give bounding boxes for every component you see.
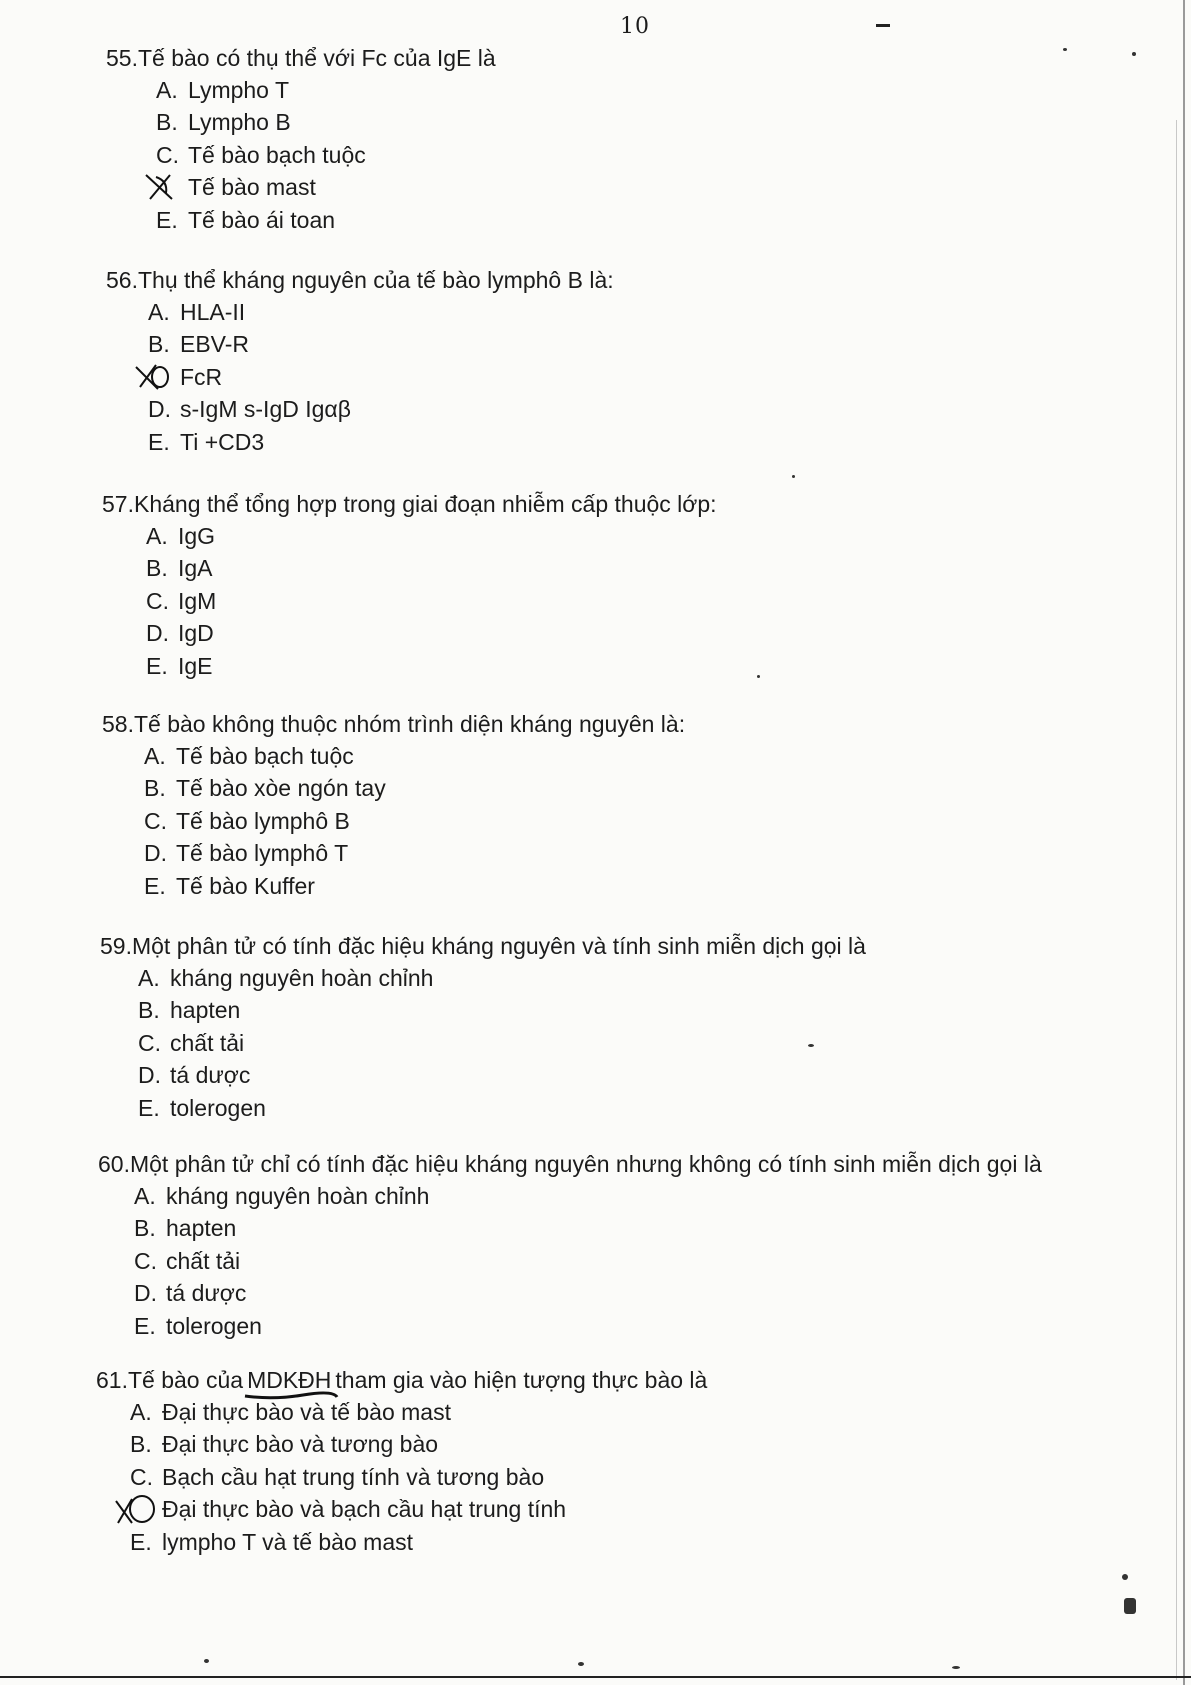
option-c: C. chất tải	[134, 1247, 241, 1274]
scan-speck	[808, 1044, 814, 1047]
option-e: E. tolerogen	[138, 1094, 266, 1121]
option-d-marked: Đại thực bào và bạch cầu hạt trung tính	[130, 1493, 707, 1525]
option-list	[144, 740, 685, 902]
question-57	[102, 488, 717, 682]
option-list	[146, 520, 717, 682]
handwritten-cross-mark	[142, 171, 182, 203]
question-stem: 60.Một phân tử chỉ có tính đặc hiệu kháng nguyên nhưng không có tính sinh miễn dịch gọi là	[98, 1151, 1042, 1177]
option-list	[130, 1396, 707, 1558]
page-number: 10	[620, 14, 650, 39]
question-60	[98, 1148, 1042, 1342]
handwritten-circle-cross-mark	[134, 361, 174, 393]
scan-edge-line	[1183, 0, 1185, 1685]
scan-speck	[757, 675, 760, 678]
scan-blot	[1124, 1598, 1136, 1614]
option-a: A. Lympho T	[156, 77, 289, 103]
option-c: C. Bạch cầu hạt trung tính và tương bào	[130, 1463, 545, 1490]
option-e: E. Tế bào ái toan	[156, 206, 336, 233]
option-b: B. hapten	[138, 997, 241, 1024]
option-d: D. Tế bào lymphô T	[144, 840, 349, 867]
option-d: D. IgD	[146, 620, 214, 647]
question-55	[106, 42, 496, 236]
option-b: B. hapten	[134, 1215, 237, 1242]
option-e: E. IgE	[146, 652, 213, 679]
option-a: A. Đại thực bào và tế bào mast	[130, 1399, 451, 1425]
scan-speck	[1063, 48, 1067, 51]
scan-speck	[952, 1666, 960, 1669]
scan-mark	[876, 24, 890, 27]
option-a: A. kháng nguyên hoàn chỉnh	[134, 1183, 430, 1209]
option-a: A. IgG	[146, 523, 216, 549]
option-c: C. chất tải	[138, 1029, 245, 1056]
scan-speck	[792, 475, 795, 478]
option-list	[156, 74, 496, 236]
abbreviation-underlined: MDKĐH	[243, 1367, 335, 1393]
option-d: D. tá dược	[138, 1062, 251, 1089]
question-stem: 59.Một phân tử có tính đặc hiệu kháng nguyên và tính sinh miễn dịch gọi là	[100, 933, 866, 959]
question-stem: 56.Thụ thể kháng nguyên của tế bào lymphô B là:	[106, 267, 614, 293]
question-56	[106, 264, 614, 458]
scan-speck	[578, 1662, 584, 1666]
scan-speck	[1132, 52, 1136, 56]
scan-edge-line-inner	[1176, 120, 1177, 1680]
bottom-rule	[0, 1676, 1191, 1678]
question-stem: 57.Kháng thể tổng hợp trong giai đoạn nhiễm cấp thuộc lớp:	[102, 491, 717, 517]
scan-speck	[1122, 1574, 1128, 1580]
option-list	[138, 962, 866, 1124]
option-c: C. Tế bào lymphô B	[144, 807, 350, 834]
option-a: A. Tế bào bạch tuộc	[144, 743, 354, 769]
option-c: C. Tế bào bạch tuộc	[156, 141, 366, 168]
option-e: E. tolerogen	[134, 1312, 262, 1339]
question-stem: 58.Tế bào không thuộc nhóm trình diện kháng nguyên là:	[102, 711, 686, 737]
option-b: B. IgA	[146, 555, 213, 582]
option-b: B. Lympho B	[156, 109, 291, 136]
option-b: B. EBV-R	[148, 331, 250, 358]
scan-speck	[204, 1659, 209, 1663]
question-58	[102, 708, 685, 902]
option-b: B. Tế bào xòe ngón tay	[144, 775, 386, 802]
question-61	[96, 1364, 707, 1558]
option-list	[148, 296, 614, 458]
question-stem: 61.Tế bào của MDKĐH tham gia vào hiện tượng thực bào là	[96, 1364, 707, 1396]
option-c-marked: FcR	[148, 361, 614, 393]
option-d: D. s-IgM s-IgD Igαβ	[148, 396, 351, 423]
option-list	[134, 1180, 1042, 1342]
handwritten-circle-cross-mark	[114, 1493, 160, 1527]
option-e: E. Ti +CD3	[148, 428, 265, 455]
question-59	[100, 930, 866, 1124]
question-stem: 55.Tế bào có thụ thể với Fc của IgE là	[106, 45, 496, 71]
option-e: E. lympho T và tế bào mast	[130, 1528, 414, 1555]
option-b: B. Đại thực bào và tương bào	[130, 1431, 439, 1458]
option-d: D. tá dược	[134, 1280, 247, 1307]
option-a: A. HLA-II	[148, 299, 246, 325]
option-d-marked: Tế bào mast	[156, 171, 496, 203]
option-a: A. kháng nguyên hoàn chỉnh	[138, 965, 434, 991]
option-e: E. Tế bào Kuffer	[144, 872, 315, 899]
option-c: C. IgM	[146, 587, 217, 614]
